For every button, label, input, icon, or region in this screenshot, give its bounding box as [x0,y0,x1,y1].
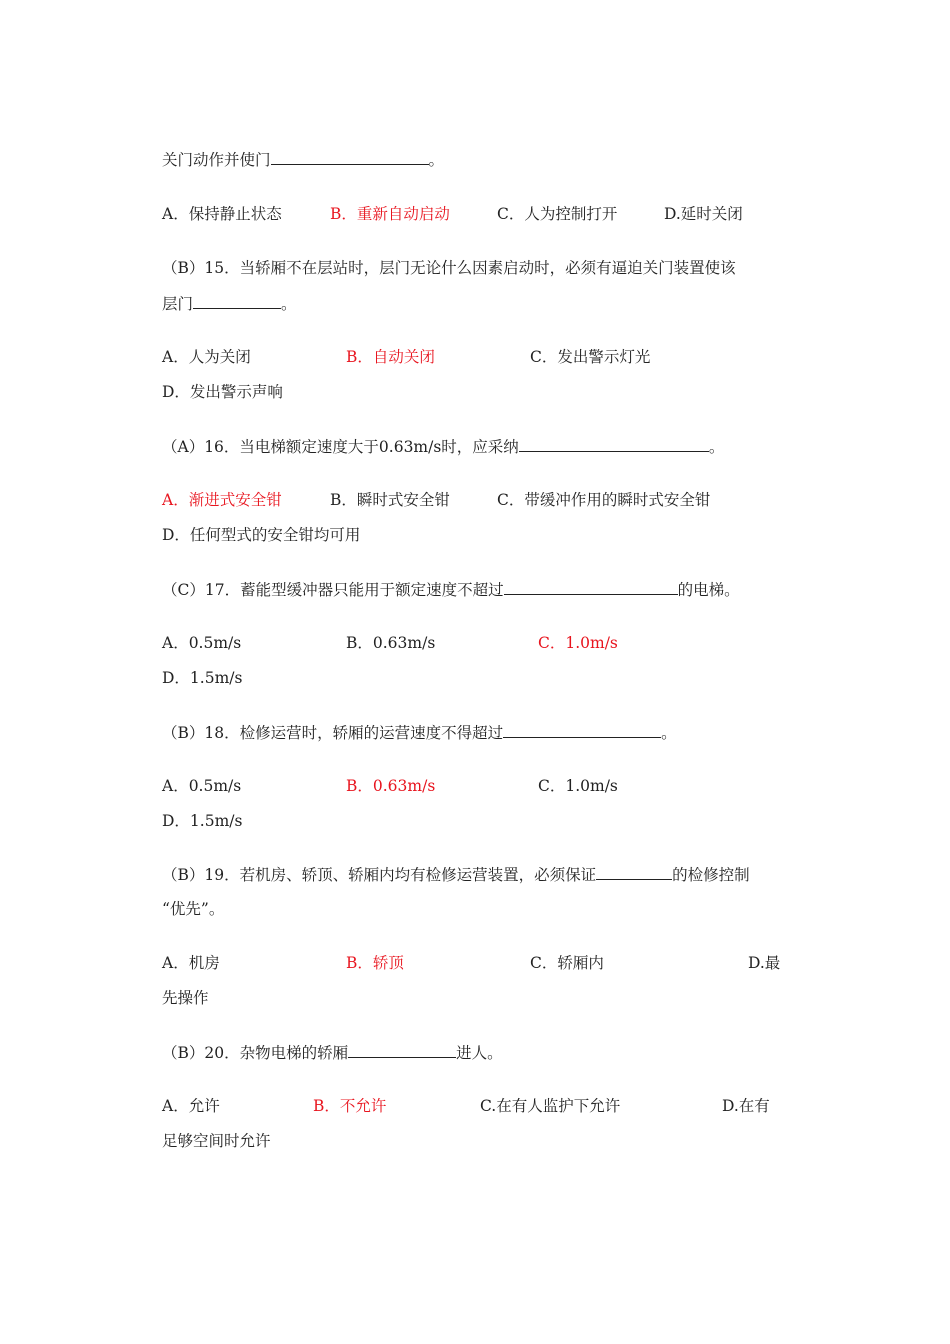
q19-stem-line2: “优先”。 [162,900,225,918]
q18-blank [503,721,661,738]
q16-option-d: D．任何型式的安全钳均可用 [162,526,361,544]
q15-option-b: B．自动关闭 [346,348,435,366]
q16-blank [519,435,709,452]
q15-option-d: D．发出警示声响 [162,383,283,401]
q20-option-d-cont: 足够空间时允许 [162,1132,271,1150]
q20-option-a: A．允许 [162,1097,220,1115]
q19-option-d-cont: 先操作 [162,989,209,1007]
q20-option-d: D.在有 [722,1097,770,1115]
q19-option-a: A．机房 [162,954,220,972]
q20-blank [348,1041,456,1058]
q15-option-a: A．人为关闭 [162,348,251,366]
q17-option-a: A．0.5m/s [162,634,242,652]
q14-option-d: D.延时关闭 [664,205,743,223]
q15-end: 。 [281,295,297,313]
q17-option-c: C．1.0m/s [538,634,618,652]
q17-text: （C）17．蓄能型缓冲器只能用于额定速度不超过 [162,581,504,599]
q18-option-d: D．1.5m/s [162,812,243,830]
q20-option-b: B．不允许 [313,1097,387,1115]
q14-stem [162,148,444,171]
q16-end: 。 [708,438,725,456]
q17-option-b: B．0.63m/s [346,634,436,652]
q16-option-c: C．带缓冲作用的瞬时式安全钳 [497,491,711,509]
q20-stem [162,1041,503,1064]
q14-option-c: C．人为控制打开 [497,205,618,223]
q19-stem-line1 [162,863,750,886]
q19-option-d: D.最 [748,954,781,972]
q14-end: 。 [428,151,445,169]
q17-stem [162,578,740,601]
q17-option-d: D．1.5m/s [162,669,243,687]
q20-text: （B）20．杂物电梯的轿厢 [162,1044,349,1062]
q17-blank [504,578,678,595]
q19-blank [596,863,672,880]
q18-stem [162,721,677,744]
q19-option-c: C．轿厢内 [530,954,604,972]
q20-end: 进人。 [456,1044,503,1062]
q16-option-b: B．瞬时式安全钳 [330,491,450,509]
q15-blank [193,292,281,309]
q19-text: （B）19．若机房、轿顶、轿厢内均有检修运营装置，必须保证 [162,866,597,884]
q17-end: 的电梯。 [677,581,740,599]
q15-option-c: C．发出警示灯光 [530,348,651,366]
q18-option-b: B．0.63m/s [346,777,436,795]
q16-text: （A）16．当电梯额定速度大于0.63m/s时，应采纳 [162,438,519,456]
q19-option-b: B．轿顶 [346,954,404,972]
q20-option-c: C.在有人监护下允许 [480,1097,621,1115]
q16-option-a: A．渐进式安全钳 [162,491,282,509]
q15-stem-line2 [162,292,297,315]
q14-option-b: B．重新自动启动 [330,205,450,223]
q14-text: 关门动作并使门 [162,151,271,169]
q18-end: 。 [661,724,677,742]
q15-text: 层门 [162,295,194,313]
q18-option-a: A．0.5m/s [162,777,242,795]
q16-stem [162,435,724,458]
q18-option-c: C．1.0m/s [538,777,618,795]
q14-blank [271,148,429,165]
q15-stem-line1: （B）15．当轿厢不在层站时，层门无论什么因素启动时，必须有逼迫关门装置使该 [162,259,736,277]
q19-end: 的检修控制 [672,866,750,884]
q18-text: （B）18．检修运营时，轿厢的运营速度不得超过 [162,724,504,742]
q14-option-a: A．保持静止状态 [162,205,282,223]
